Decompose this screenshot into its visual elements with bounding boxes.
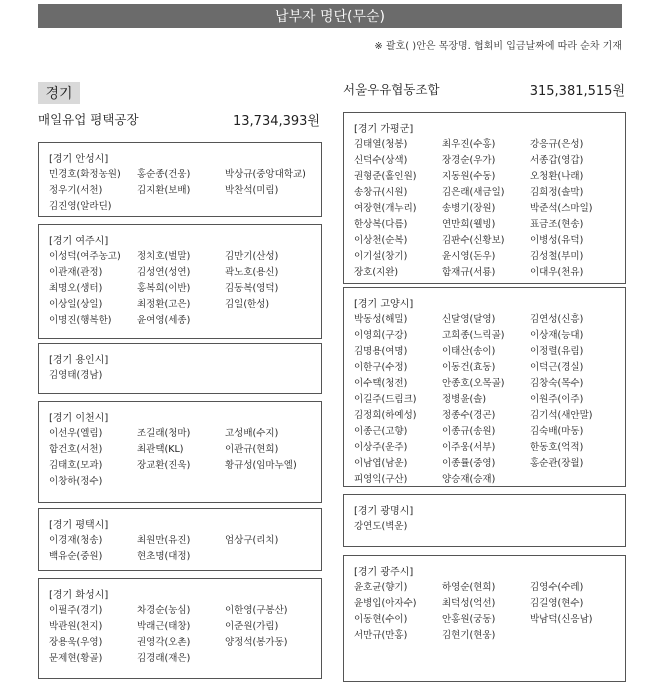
member-name: 윤시영(돈우) [442,251,496,262]
member-name: 이상천(순복) [354,235,408,246]
member-list [344,134,625,280]
member-name: 최우진(수홍) [442,139,496,150]
member-name: 이한구(수정) [354,362,408,373]
member-name: 민경호(화정농원) [49,169,121,180]
member-name: 이동현(수이) [354,614,408,625]
member-name: 윤호균(향기) [354,582,408,593]
member-name: 차경순(농심) [137,605,191,616]
member-name: 함건호(서천) [49,444,103,455]
donor-amount: 13,734,393원 [233,114,320,129]
member-name: 박관원(천지) [49,621,103,632]
member-name: 이한영(구봉산) [225,605,288,616]
member-name: 이정렬(유림) [530,346,584,357]
district-group [343,287,626,487]
district-group [38,224,322,339]
district-header: [경기 고양시] [354,299,414,310]
district-header: [경기 화성시] [49,590,109,601]
member-name: 김명용(여명) [354,346,408,357]
member-name: 박래근(태창) [137,621,191,632]
member-list [39,365,321,383]
member-name: 윤병입(아자수) [354,598,417,609]
member-name: 곽노호(용신) [225,267,279,278]
member-name: 홍순종(건웅) [137,169,191,180]
district-header: [경기 광주시] [354,567,414,578]
member-name: 윤여영(세종) [137,315,191,326]
district-group [38,508,322,571]
member-name: 최정환(고은) [137,299,191,310]
member-name: 김길영(현수) [530,598,584,609]
member-name: 장용욱(우영) [49,637,103,648]
district-group [38,578,322,679]
member-name: 고희종(느릭골) [442,330,505,341]
member-name: 황규성(임마누엘) [225,460,297,471]
member-name: 최관택(KL) [137,444,184,455]
member-name: 정병윤(솔) [442,394,487,405]
member-name: 이종률(중영) [442,458,496,469]
member-name: 김태열(청봉) [354,139,408,150]
member-name: 이영희(구강) [354,330,408,341]
member-name: 이상재(능대) [530,330,584,341]
district-header: [경기 이천시] [49,413,109,424]
district-group [343,494,626,547]
member-name: 문제현(황골) [49,653,103,664]
district-header: [경기 광명시] [354,506,414,517]
member-name: 이기설(창기) [354,251,408,262]
district-group [38,142,322,217]
member-name: 김동복(영덕) [225,283,279,294]
district-header: [경기 가평군] [354,124,414,135]
donor-name: 서울우유협동조합 [343,82,440,97]
member-name: 이남엽(남운) [354,458,408,469]
region-tag: 경기 [38,82,80,104]
member-name: 이종규(송원) [442,426,496,437]
member-name: 이길주(드림크) [354,394,417,405]
member-name: 양정석(봉가동) [225,637,288,648]
member-name: 김경래(재은) [137,653,191,664]
member-name: 안종호(오목골) [442,378,505,389]
member-name: 박남덕(신응남) [530,614,593,625]
member-name: 김현기(현웅) [442,630,496,641]
member-name: 이준원(가림) [225,621,279,632]
member-name: 권형준(홀인원) [354,171,417,182]
member-name: 백유순(중원) [49,551,103,562]
member-name: 권영각(오촌) [137,637,191,648]
member-name: 강응규(은성) [530,139,584,150]
member-name: 송병기(장원) [442,203,496,214]
member-list [39,423,321,489]
member-name: 박준석(스마일) [530,203,593,214]
member-name: 여장현(개누리) [354,203,417,214]
member-name: 안홍원(궁동) [442,614,496,625]
member-name: 박찬석(미림) [225,185,279,196]
district-header: [경기 평택시] [49,520,109,531]
member-name: 이상일(상일) [49,299,103,310]
member-name: 김지환(보배) [137,185,191,196]
member-name: 김성철(부미) [530,251,584,262]
ordering-note: ※ 괄호( )안은 목장명. 협회비 입금날짜에 따라 순차 기재 [374,41,622,52]
member-name: 표금조(현송) [530,219,584,230]
member-name: 정치호(벌말) [137,251,191,262]
member-name: 송창규(시원) [354,187,408,198]
member-name: 지동원(수동) [442,171,496,182]
member-name: 정우기(서천) [49,185,103,196]
member-name: 이주웅(서부) [442,442,496,453]
member-list [39,530,321,564]
member-name: 정종수(경곤) [442,410,496,421]
member-name: 김판수(신황보) [442,235,505,246]
member-name: 이명진(행복한) [49,315,112,326]
member-name: 박상규(중앙대학교) [225,169,306,180]
member-name: 현초명(대정) [137,551,191,562]
member-name: 이관재(관정) [49,267,103,278]
member-name: 피영익(구산) [354,474,408,485]
member-name: 이창하(정수) [49,476,103,487]
district-group [343,555,626,682]
member-name: 이덕근(경실) [530,362,584,373]
member-name: 김연성(신흥) [530,314,584,325]
member-name: 강연도(벽운) [354,521,408,532]
member-name: 신달영(달영) [442,314,496,325]
member-name: 서만규(만홍) [354,630,408,641]
member-name: 최명오(생터) [49,283,103,294]
member-name: 이성덕(여주농고) [49,251,121,262]
member-name: 김진영(알라딘) [49,201,112,212]
member-name: 이경재(청송) [49,535,103,546]
member-name: 박동성(해밀) [354,314,408,325]
left-donor [38,110,320,129]
member-name: 오청환(나래) [530,171,584,182]
district-header: [경기 여주시] [49,236,109,247]
member-name: 김정희(하예성) [354,410,417,421]
member-list [39,246,321,328]
district-header: [경기 용인시] [49,355,109,366]
member-name: 서종갑(영갑) [530,155,584,166]
member-name: 김숙배(마동) [530,426,584,437]
member-name: 장교환(진욱) [137,460,191,471]
member-name: 연만희(웰빙) [442,219,496,230]
member-name: 엄상구(리치) [225,535,279,546]
member-name: 한동호(억적) [530,442,584,453]
member-name: 김은래(새금일) [442,187,505,198]
member-name: 고성배(수지) [225,428,279,439]
district-header: [경기 안성시] [49,154,109,165]
member-name: 한상복(다름) [354,219,408,230]
member-name: 이필주(경기) [49,605,103,616]
page-title: 납부자 명단(무순) [38,4,622,28]
member-name: 김일(한성) [225,299,270,310]
member-name: 이선우(엘림) [49,428,103,439]
member-name: 하영순(현희) [442,582,496,593]
member-name: 장호(지완) [354,267,399,278]
member-list [344,516,625,534]
district-group [38,343,322,394]
donor-name: 매일유업 평택공장 [38,112,139,127]
member-name: 이동건(효동) [442,362,496,373]
member-name: 양승재(승재) [442,474,496,485]
member-name: 신덕수(상색) [354,155,408,166]
member-list [344,577,625,643]
district-group [38,401,322,503]
member-name: 함재규(서룡) [442,267,496,278]
member-name: 최원만(유진) [137,535,191,546]
member-name: 조길래(청마) [137,428,191,439]
member-name: 홍복희(이반) [137,283,191,294]
member-name: 이원주(이주) [530,394,584,405]
member-list [39,164,321,214]
member-name: 이대우(천유) [530,267,584,278]
right-donor [343,80,625,99]
member-name: 김희정(솔막) [530,187,584,198]
member-name: 홍순관(장월) [530,458,584,469]
member-name: 이종근(고향) [354,426,408,437]
donor-amount: 315,381,515원 [529,84,625,99]
member-name: 김창숙(목수) [530,378,584,389]
member-name: 김성연(성연) [137,267,191,278]
member-name: 이관규(현희) [225,444,279,455]
member-name: 최덕성(억선) [442,598,496,609]
district-group [343,112,626,284]
member-name: 김영수(수레) [530,582,584,593]
member-list [39,600,321,666]
member-name: 김기석(새안말) [530,410,593,421]
member-name: 이상주(운주) [354,442,408,453]
member-list [344,309,625,487]
member-name: 이병성(유덕) [530,235,584,246]
member-name: 김만기(산성) [225,251,279,262]
member-name: 이태산(송이) [442,346,496,357]
member-name: 이수택(청전) [354,378,408,389]
member-name: 김영태(경남) [49,370,103,381]
member-name: 김태호(모과) [49,460,103,471]
member-name: 장경순(우가) [442,155,496,166]
